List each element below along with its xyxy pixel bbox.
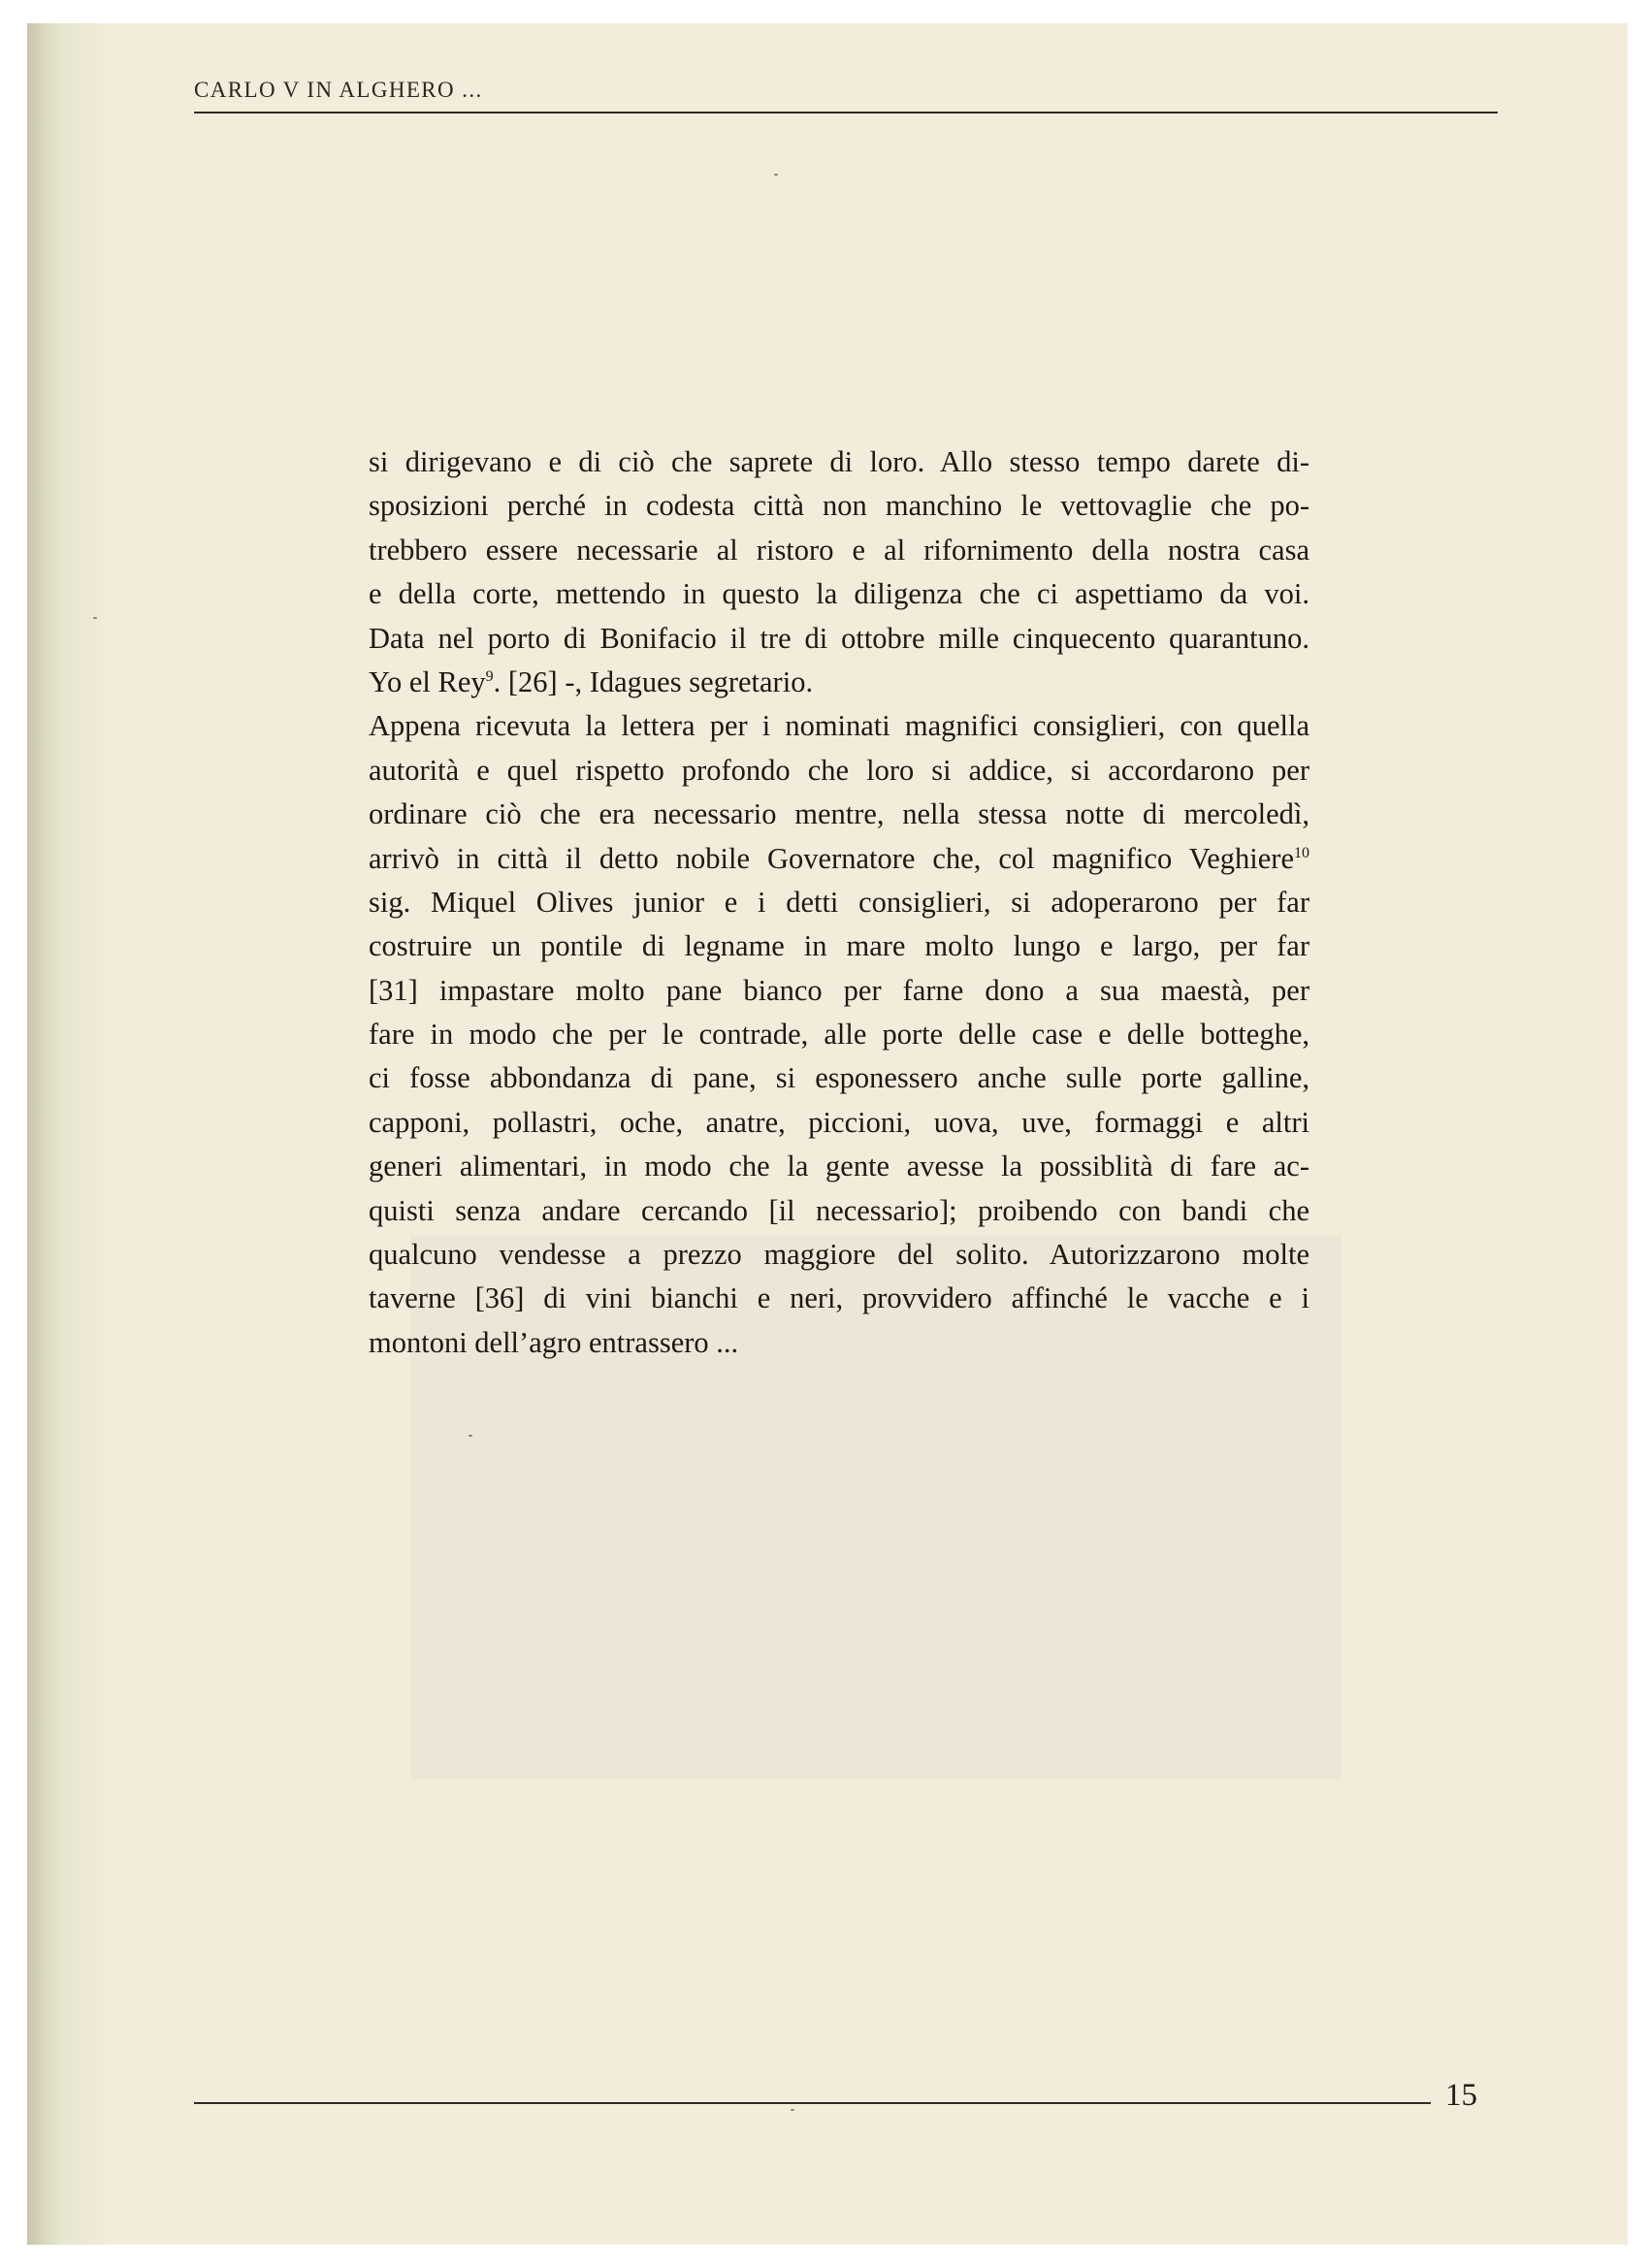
text-line: capponi, pollastri, oche, anatre, piccioni, uova, uve, formaggi e altri — [369, 1105, 1310, 1139]
text-line: sposizioni perché in codesta città non manchino le vettovaglie che po- — [369, 489, 1310, 523]
text-line: quisti senza andare cercando [il necessario]; proibendo con bandi che — [369, 1193, 1310, 1227]
running-header: CARLO V IN ALGHERO ... — [194, 78, 483, 102]
text-line: trebbero essere necessarie al ristoro e al rifornimento della nostra casa — [369, 533, 1310, 567]
text-fragment: Yo el Rey — [369, 664, 486, 698]
text-line: si dirigevano e di ciò che saprete di loro. Allo stesso tempo darete di- — [369, 445, 1310, 478]
spine-shadow — [27, 23, 114, 2245]
text-fragment: . [26] -, Idagues segretario. — [493, 664, 814, 698]
text-line: ci fosse abbondanza di pane, si esponessero anche sulle porte galline, — [369, 1061, 1310, 1095]
text-line — [369, 661, 1310, 704]
text-line: taverne [36] di vini bianchi e neri, provvidero affinché le vacche e i — [369, 1281, 1310, 1315]
header-rule — [194, 112, 1498, 113]
paper-speck — [93, 617, 97, 619]
text-line: Appena ricevuta la lettera per i nominati magnifici consiglieri, con quella — [369, 709, 1310, 743]
text-line: Data nel porto di Bonifacio il tre di ottobre mille cinquecento quarantuno. — [369, 621, 1310, 655]
text-line: generi alimentari, in modo che la gente avesse la possiblità di fare ac- — [369, 1150, 1310, 1183]
text-line: autorità e quel rispetto profondo che loro si addice, si accordarono per — [369, 753, 1310, 787]
text-line — [369, 837, 1310, 881]
text-line: [31] impastare molto pane bianco per farne dono a sua maestà, per — [369, 973, 1310, 1007]
text-line: e della corte, mettendo in questo la diligenza che ci aspettiamo da voi. — [369, 577, 1310, 611]
text-fragment: arrivò in città il detto nobile Governatore che, col magnifico Veghiere — [369, 841, 1294, 875]
footnote-marker: 10 — [1294, 844, 1310, 861]
paper-speck — [774, 174, 778, 176]
footnote-marker: 9 — [485, 667, 494, 685]
text-line: sig. Miquel Olives junior e i detti consiglieri, si adoperarono per far — [369, 885, 1310, 919]
text-line: ordinare ciò che era necessario mentre, nella stessa notte di mercoledì, — [369, 797, 1310, 831]
text-line: costruire un pontile di legname in mare molto lungo e largo, per far — [369, 929, 1310, 963]
page-number: 15 — [1445, 2078, 1477, 2113]
book-page — [27, 23, 1628, 2245]
body-text — [369, 440, 1310, 1365]
footer-rule — [194, 2102, 1431, 2104]
text-line: qualcuno vendesse a prezzo maggiore del solito. Autorizzarono molte — [369, 1238, 1310, 1272]
paper-speck — [469, 1435, 472, 1437]
paper-speck — [791, 2109, 794, 2111]
text-line: fare in modo che per le contrade, alle porte delle case e delle botteghe, — [369, 1018, 1310, 1052]
text-line: montoni dell’agro entrassero ... — [369, 1325, 739, 1359]
